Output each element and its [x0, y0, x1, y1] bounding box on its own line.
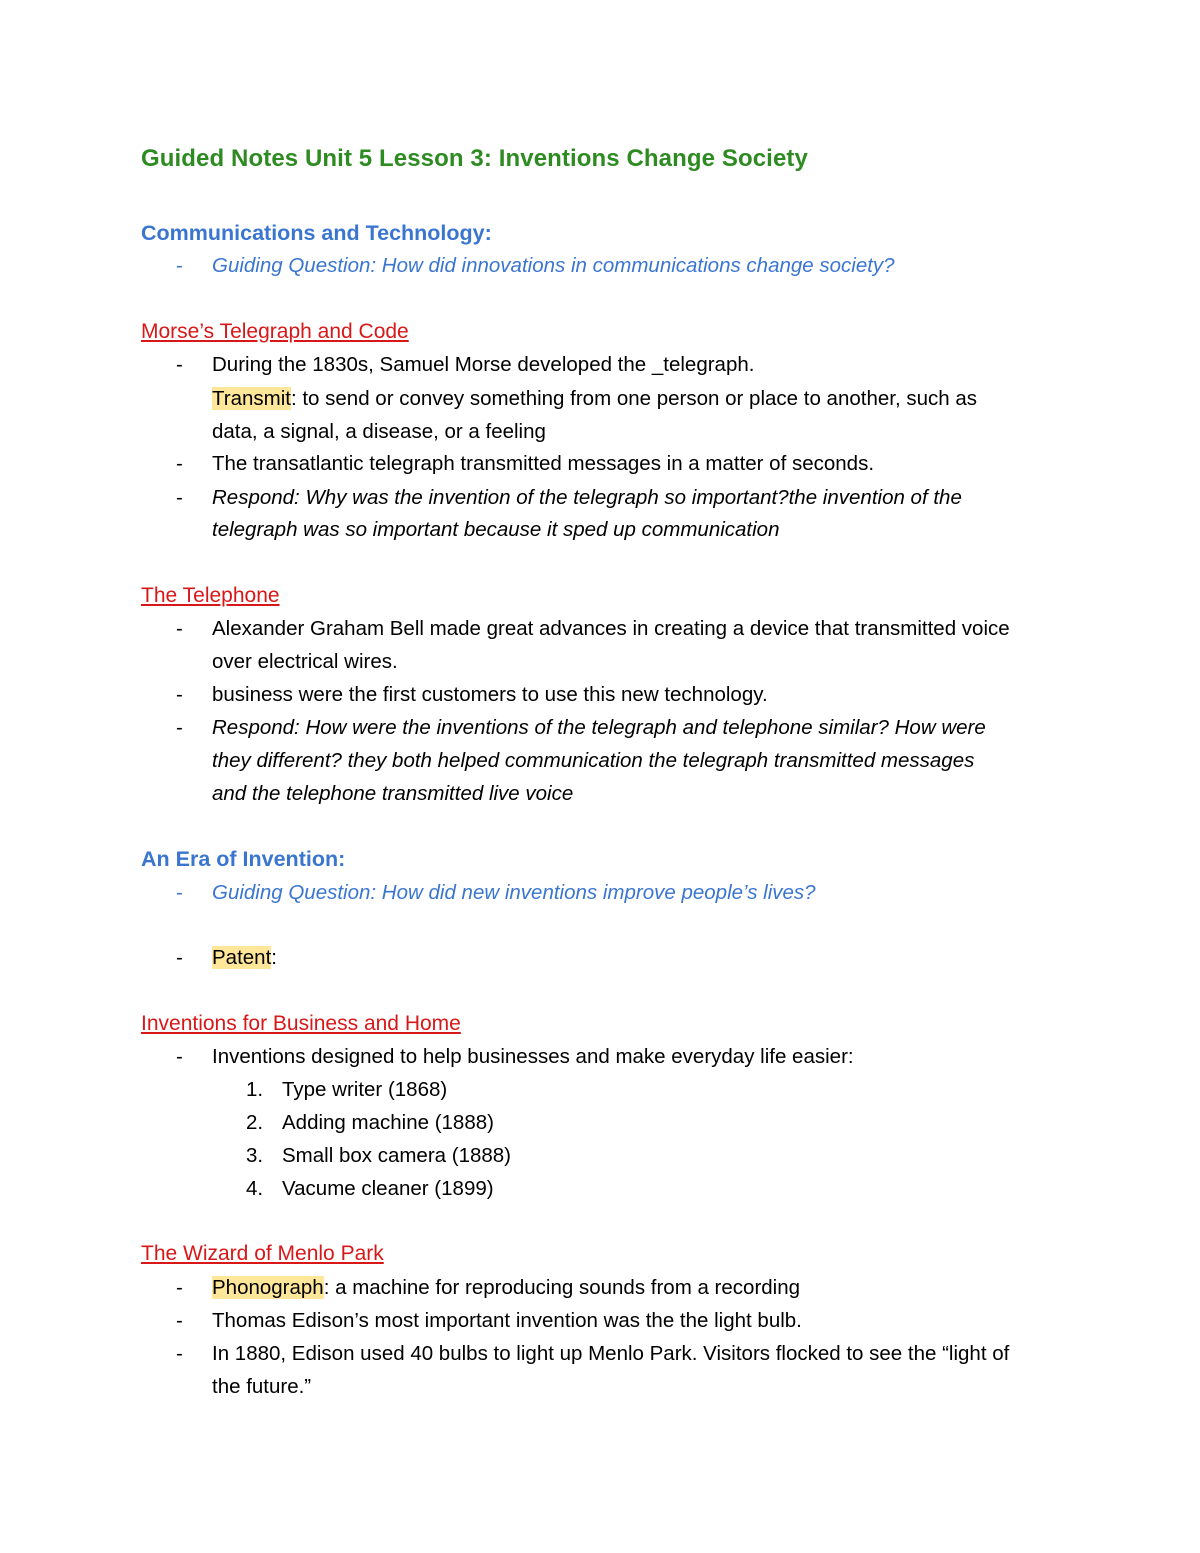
business-home-note: Inventions designed to help businesses and make everyday life easier: — [212, 1045, 854, 1068]
guiding-question-inventions: Guiding Question: How did new inventions improve people’s lives? — [212, 881, 816, 904]
vocab-transmit — [212, 386, 977, 412]
respond-telephone-l1: Respond: How were the inventions of the telegraph and telephone similar? How were — [212, 716, 986, 739]
bullet-dash: - — [176, 452, 183, 475]
guiding-question-communications: Guiding Question: How did innovations in communications change society? — [212, 254, 895, 277]
bullet-dash: - — [176, 716, 183, 739]
vocab-term-patent: Patent — [212, 946, 272, 969]
section-heading-communications: Communications and Technology: — [141, 221, 492, 245]
vocab-patent-colon: : — [271, 946, 277, 969]
vocab-def-transmit: : to send or convey something from one person or place to another, such as — [290, 387, 977, 410]
section-heading-telephone: The Telephone — [141, 584, 280, 607]
bullet-dash: - — [176, 353, 183, 376]
respond-telephone-l2: they different? they both helped communication the telegraph transmitted messages — [212, 749, 975, 772]
section-heading-business-home: Inventions for Business and Home — [141, 1012, 461, 1035]
telegraph-note-2: The transatlantic telegraph transmitted messages in a matter of seconds. — [212, 452, 875, 475]
list-item: Type writer (1868) — [282, 1078, 448, 1101]
edison-note-2-l2: the future.” — [212, 1375, 312, 1398]
list-item-number: 1. — [246, 1078, 264, 1101]
edison-note-1: Thomas Edison’s most important invention was the the light bulb. — [212, 1309, 802, 1332]
bullet-dash: - — [176, 1342, 183, 1365]
bullet-dash: - — [176, 1309, 183, 1332]
vocab-phonograph — [212, 1275, 800, 1301]
section-heading-menlo-park: The Wizard of Menlo Park — [141, 1242, 384, 1265]
telephone-note-2: business were the first customers to use this new technology. — [212, 683, 768, 706]
bullet-dash: - — [176, 617, 183, 640]
bullet-dash: - — [176, 881, 183, 904]
telephone-note-1-l2: over electrical wires. — [212, 650, 398, 673]
bullet-dash: - — [176, 486, 183, 509]
respond-telephone-l3: and the telephone transmitted live voice — [212, 782, 574, 805]
list-item-number: 3. — [246, 1144, 264, 1167]
edison-note-2-l1: In 1880, Edison used 40 bulbs to light up Menlo Park. Visitors flocked to see the “light of — [212, 1342, 1010, 1365]
respond-telegraph-l1: Respond: Why was the invention of the telegraph so important?the invention of the — [212, 486, 962, 509]
vocab-patent — [212, 945, 277, 971]
section-heading-telegraph: Morse’s Telegraph and Code — [141, 320, 409, 343]
telephone-note-1-l1: Alexander Graham Bell made great advances in creating a device that transmitted voice — [212, 617, 1010, 640]
list-item: Small box camera (1888) — [282, 1144, 512, 1167]
list-item-number: 2. — [246, 1111, 264, 1134]
list-item-number: 4. — [246, 1177, 264, 1200]
bullet-dash: - — [176, 946, 183, 969]
bullet-dash: - — [176, 254, 183, 277]
list-item: Vacume cleaner (1899) — [282, 1177, 494, 1200]
telegraph-note-1: During the 1830s, Samuel Morse developed the _telegraph. — [212, 353, 755, 376]
bullet-dash: - — [176, 1276, 183, 1299]
vocab-term-transmit: Transmit — [212, 387, 291, 410]
vocab-def-phonograph: : a machine for reproducing sounds from a recording — [323, 1276, 801, 1299]
respond-telegraph-l2: telegraph was so important because it sped up communication — [212, 518, 780, 541]
list-item: Adding machine (1888) — [282, 1111, 494, 1134]
bullet-dash: - — [176, 683, 183, 706]
vocab-def-transmit-cont: data, a signal, a disease, or a feeling — [212, 420, 546, 443]
bullet-dash: - — [176, 1045, 183, 1068]
document-title: Guided Notes Unit 5 Lesson 3: Inventions Change Society — [141, 145, 808, 172]
vocab-term-phonograph: Phonograph — [212, 1276, 324, 1299]
section-heading-era-of-invention: An Era of Invention: — [141, 847, 346, 871]
